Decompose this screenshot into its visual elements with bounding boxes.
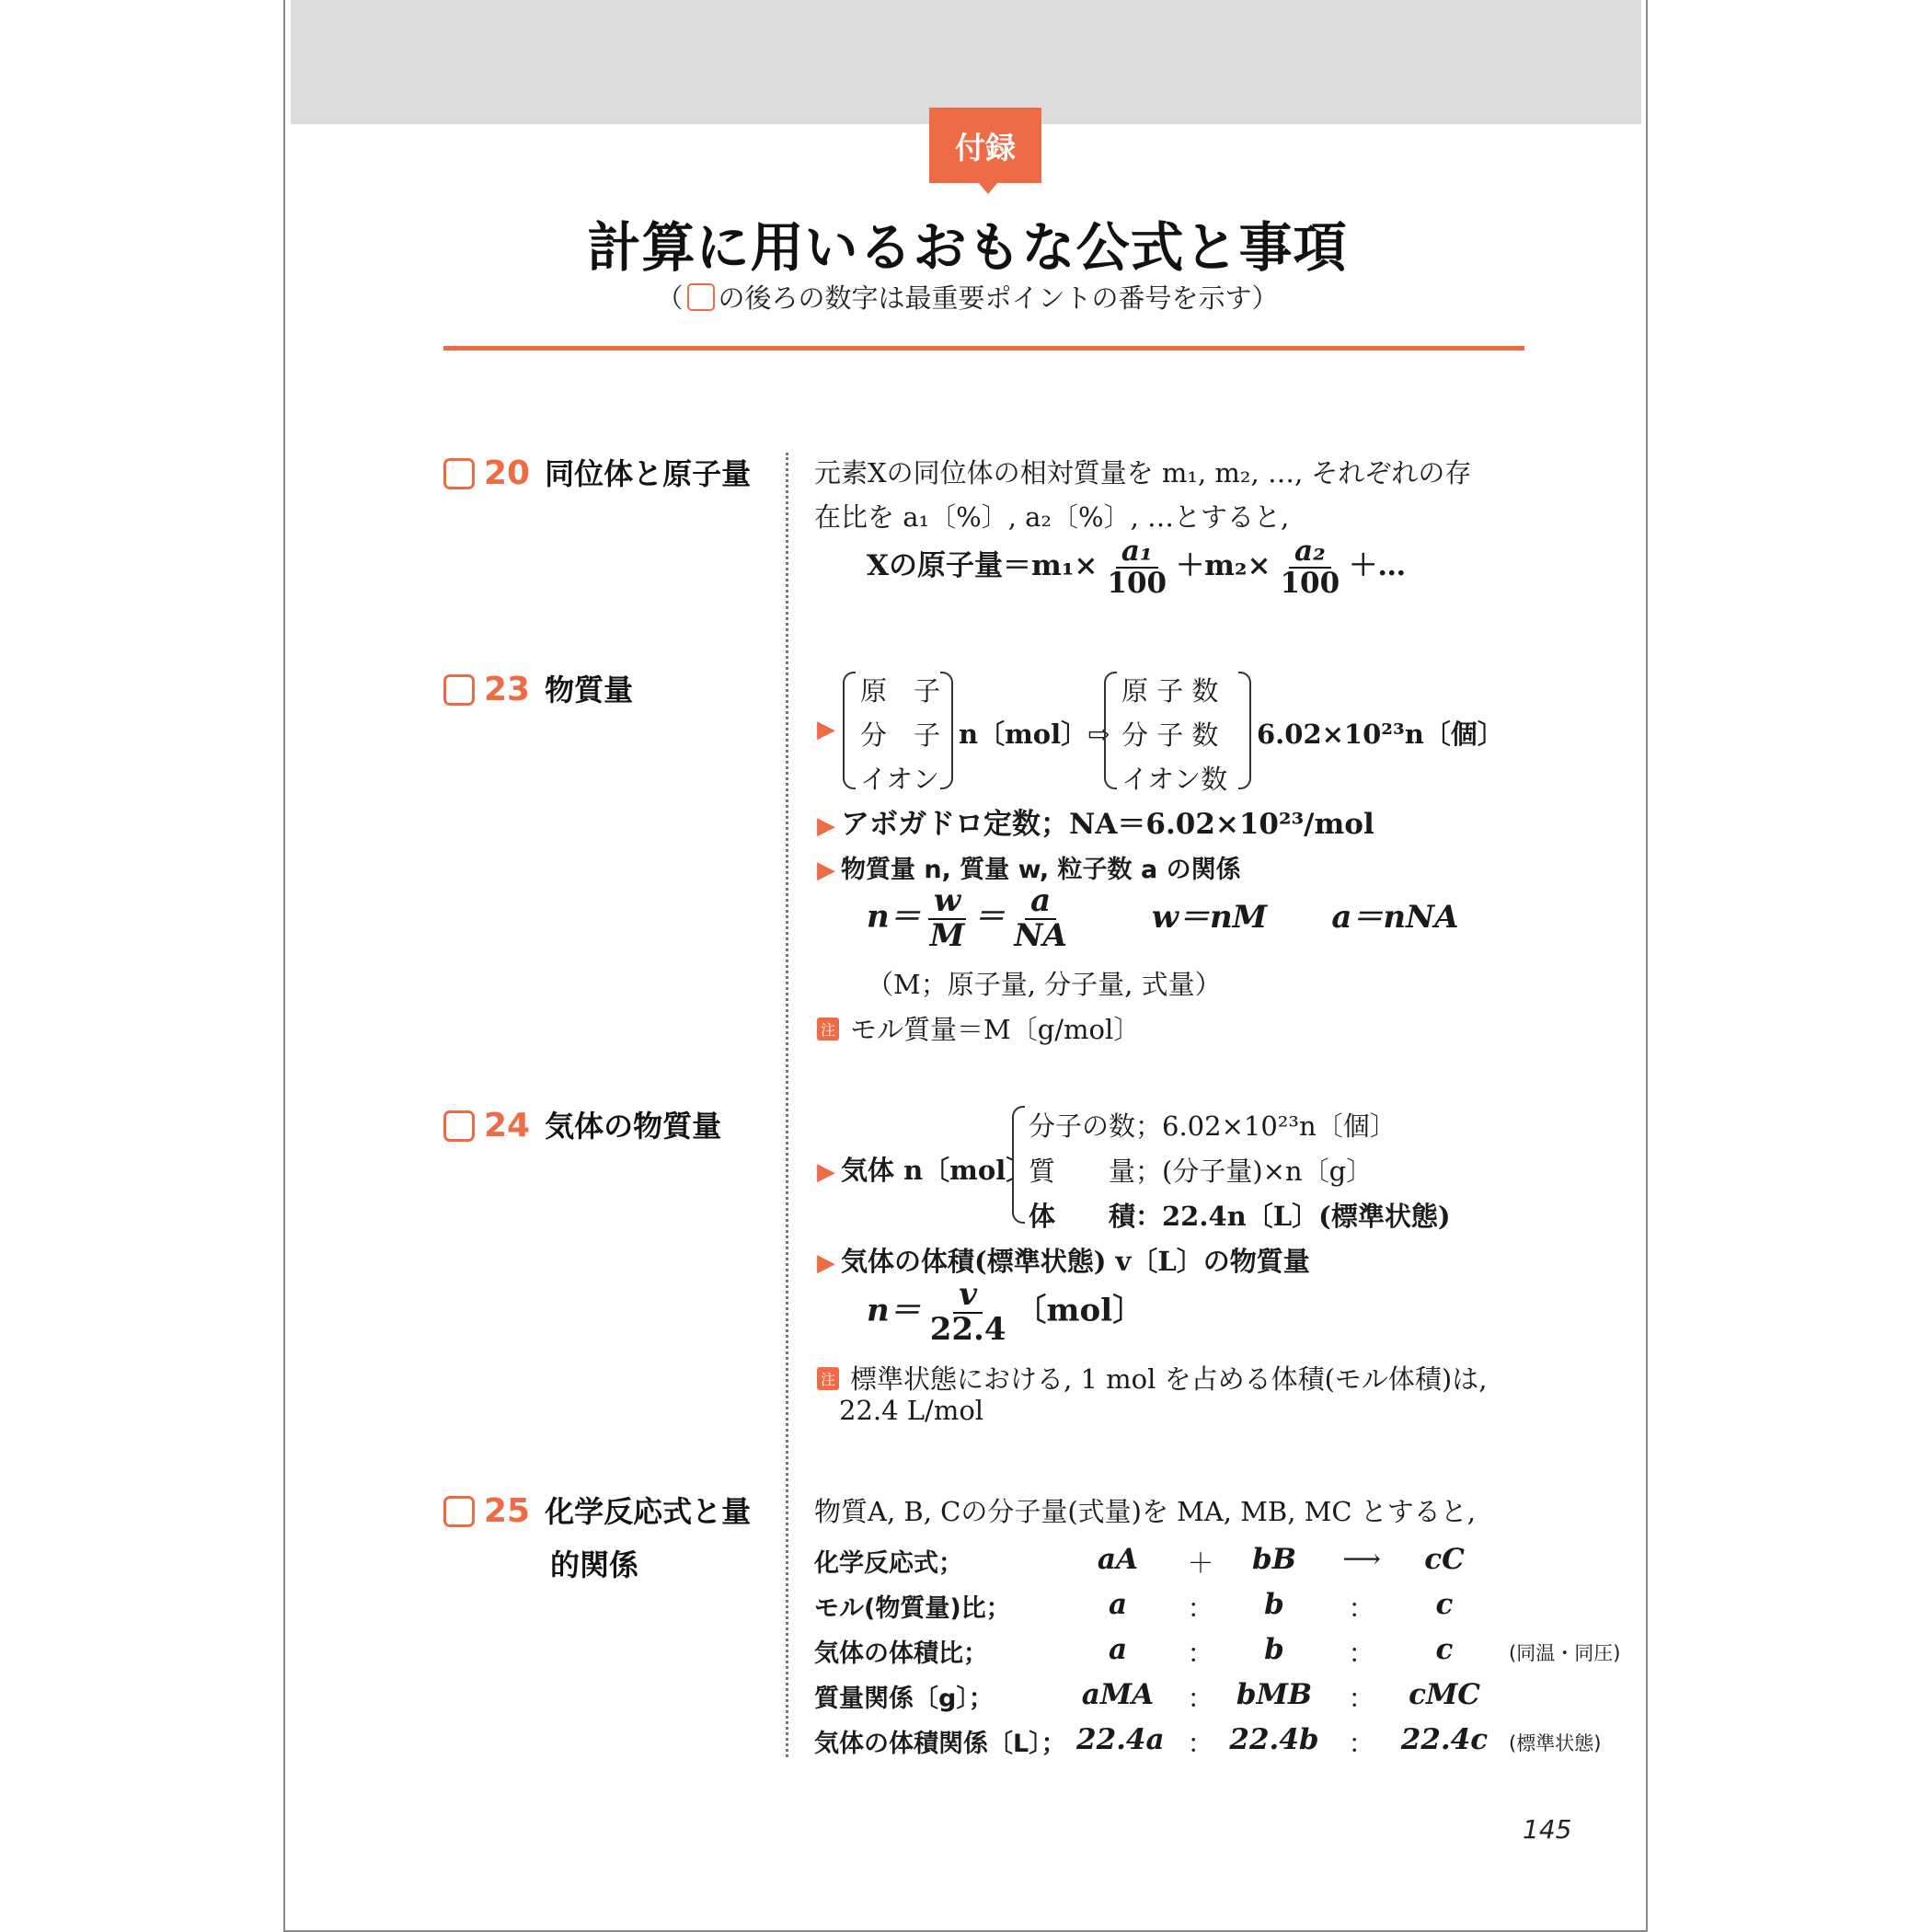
count-list: 原 子 数 分 子 数 イオン数 [1121, 675, 1228, 795]
dotted-divider [786, 453, 788, 1757]
relation-heading: ▶ 物質量 n, 質量 w, 粒子数 a の関係 [817, 856, 1241, 884]
row-label: モル(物質量)比； [814, 1594, 1011, 1623]
checkbox-icon [687, 283, 715, 311]
section-23-heading: 23 物質量 [443, 667, 633, 709]
left-brace [843, 672, 856, 789]
row-c1: a [1108, 1633, 1128, 1666]
row-c1: aA [1097, 1543, 1139, 1576]
row-s1: ： [1187, 1683, 1214, 1714]
right-brace [940, 672, 953, 789]
row-s2: ： [1348, 1728, 1375, 1759]
table-row [814, 1633, 1621, 1678]
right-brace [1238, 672, 1251, 789]
atomic-weight-formula: Xの原子量＝m₁× $\frac{\text{a₁}}{100}$ ＋m₂× $\frac{\text{a₂}}{100}$ ＋… [867, 535, 1407, 600]
table-row [814, 1588, 1569, 1633]
page-number: 145 [1523, 1814, 1572, 1845]
checkbox-icon[interactable] [443, 1110, 475, 1142]
row-tail: (同温・同圧) [1509, 1642, 1621, 1664]
row-c3: c [1435, 1588, 1454, 1621]
note-molar-mass: 注 モル質量＝M〔g/mol〕 [817, 1009, 1140, 1047]
gas-volume-heading: ▶ 気体の体積(標準状態) v〔L〕の物質量 [817, 1246, 1310, 1277]
row-c1: aMA [1081, 1678, 1155, 1711]
reaction-table [814, 1543, 1621, 1768]
section-20-heading: 20 同位体と原子量 [443, 451, 751, 493]
row-c3: cMC [1409, 1678, 1480, 1711]
row-s1: ： [1187, 1593, 1214, 1624]
row-s1: ＋ [1187, 1547, 1214, 1579]
row-c2: bMB [1236, 1678, 1313, 1711]
left-brace [1012, 1106, 1025, 1224]
row-c1: a [1108, 1588, 1128, 1621]
mol-arrow: n〔mol〕⇨ [959, 719, 1110, 750]
row-c1: 22.4a [1076, 1723, 1165, 1756]
mole-equation: n＝ $\frac{w}{M}$ ＝ $\frac{a}{NA}$ w＝nM a＝nNA [867, 882, 1459, 954]
gas-properties: 分子の数；6.02×10²³n〔個〕 質 量；(分子量)×n〔g〕 体 積：22.4n〔L〕(標準状態) [1029, 1110, 1451, 1232]
molar-mass-note: （M；原子量, 分子量, 式量） [867, 969, 1222, 1000]
row-c2: b [1264, 1633, 1284, 1666]
row-s2: ： [1348, 1683, 1375, 1714]
row-label: 化学反応式； [814, 1549, 963, 1578]
avogadro-line: ▶ アボガドロ定数；NA＝6.02×10²³/mol [817, 808, 1374, 841]
row-s2: ： [1348, 1638, 1375, 1669]
checkbox-icon[interactable] [443, 1496, 475, 1527]
table-row [814, 1723, 1602, 1768]
row-s2: ⟶ [1342, 1543, 1381, 1574]
particle-list: 原 子 分 子 イオン [860, 675, 941, 795]
row-c2: bB [1252, 1543, 1296, 1576]
page-subtitle: （ の後ろの数字は最重要ポイントの番号を示す） [656, 282, 1279, 314]
note-molar-volume: 注 標準状態における, 1 mol を占める体積(モル体積)は, [817, 1359, 1487, 1397]
row-c3: 22.4c [1400, 1723, 1489, 1756]
appendix-tag: 付録 [929, 108, 1041, 183]
page [283, 0, 1648, 1932]
s25-intro: 物質A, B, Cの分子量(式量)を MA, MB, MC とすると, [814, 1496, 1476, 1527]
row-c2: 22.4b [1229, 1723, 1319, 1756]
left-brace [1104, 672, 1117, 789]
table-row [814, 1678, 1569, 1723]
row-c3: c [1435, 1633, 1454, 1666]
row-s1: ： [1187, 1638, 1214, 1669]
row-s2: ： [1348, 1593, 1375, 1624]
section-25-heading: 25 化学反応式と量 的関係 [443, 1489, 751, 1584]
gas-mole-equation: n＝ $\frac{v}{22.4}$ 〔mol〕 [867, 1276, 1144, 1348]
triangle-bullet-icon: ▶ [817, 716, 835, 743]
title-rule [443, 346, 1524, 351]
table-row [814, 1543, 1569, 1588]
checkbox-icon[interactable] [443, 458, 475, 489]
s20-text-line2: 在比を a₁〔%〕, a₂〔%〕, …とすると, [814, 501, 1290, 533]
row-label: 気体の体積関係〔L〕； [814, 1730, 1066, 1758]
row-s1: ： [1187, 1728, 1214, 1759]
row-label: 質量関係〔g〕； [814, 1685, 994, 1713]
section-24-heading: 24 気体の物質量 [443, 1103, 721, 1145]
page-title: 計算に用いるおもな公式と事項 [587, 216, 1348, 279]
note-molar-volume-2: 22.4 L/mol [839, 1395, 984, 1426]
gas-mol-label: ▶ 気体 n〔mol〕 [817, 1155, 1033, 1186]
row-c2: b [1264, 1588, 1284, 1621]
checkbox-icon[interactable] [443, 674, 475, 706]
tag-pointer [979, 183, 997, 194]
count-formula: 6.02×10²³n〔個〕 [1257, 719, 1504, 750]
s20-text-line1: 元素Xの同位体の相対質量を m₁, m₂, …, それぞれの存 [814, 457, 1472, 489]
top-band [291, 0, 1641, 124]
row-label: 気体の体積比； [814, 1639, 988, 1668]
row-c3: cC [1424, 1543, 1465, 1576]
row-tail: (標準状態) [1509, 1732, 1602, 1754]
